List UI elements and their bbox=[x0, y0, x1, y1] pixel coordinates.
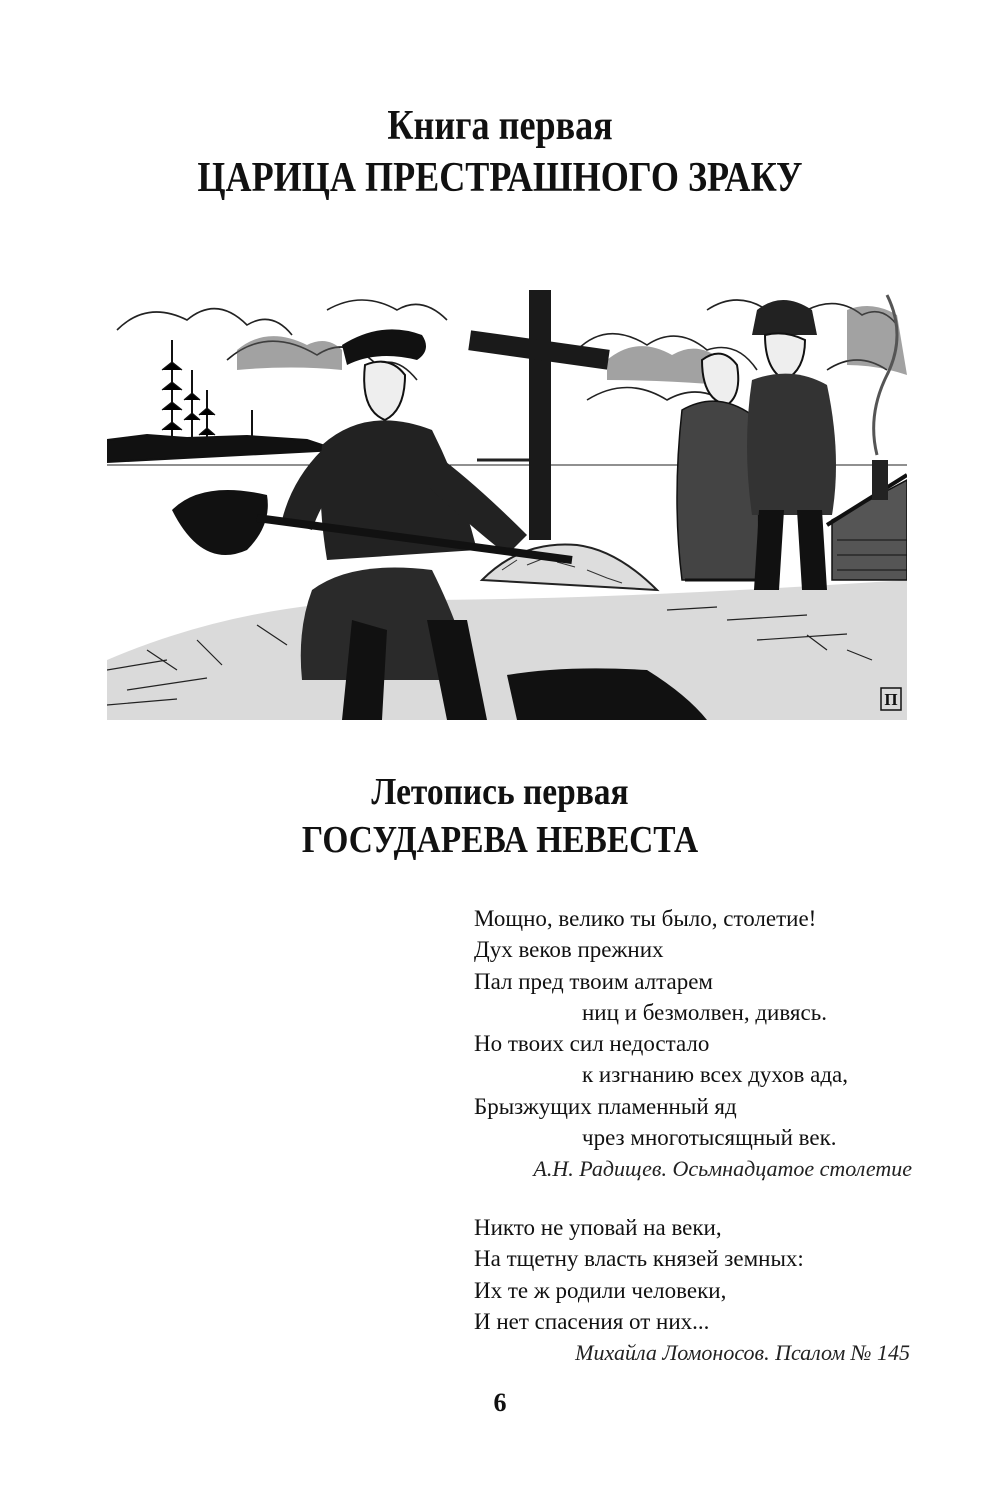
illustration-monogram: П bbox=[884, 690, 898, 709]
book-title bbox=[70, 100, 930, 204]
epigraph-attribution: Михайла Ломоносов. Псалом № 145 bbox=[575, 1340, 910, 1366]
poem-line: Дух веков прежних bbox=[474, 937, 664, 963]
epigraph-radishchev bbox=[474, 903, 944, 1185]
poem-line: Но твоих сил недостало bbox=[474, 1031, 710, 1057]
poem-line: ниц и безмолвен, дивясь. bbox=[582, 999, 827, 1025]
book-title-line-1: Книга первая bbox=[387, 103, 613, 149]
poem-line: Брызжущих пламенный яд bbox=[474, 1093, 737, 1119]
illustration bbox=[107, 290, 907, 720]
epigraph-lomonosov bbox=[474, 1212, 944, 1368]
poem-line: И нет спасения от них... bbox=[474, 1308, 710, 1334]
book-title-line-2: ЦАРИЦА ПРЕСТРАШНОГО ЗРАКУ bbox=[197, 155, 803, 201]
epigraph-attribution: А.Н. Радищев. Осьмнадцатое столетие bbox=[533, 1156, 912, 1182]
engraving-image bbox=[107, 290, 907, 720]
chronicle-title bbox=[60, 768, 940, 864]
poem-line: Никто не уповай на веки, bbox=[474, 1215, 722, 1240]
poem-line: к изгнанию всех духов ада, bbox=[582, 1062, 848, 1088]
poem-line: На тщетну власть князей земных: bbox=[474, 1246, 804, 1272]
poem-line: Пал пред твоим алтарем bbox=[474, 968, 713, 994]
poem-line: Их те ж родили человеки, bbox=[474, 1277, 727, 1303]
chronicle-title-line-2: ГОСУДАРЕВА НЕВЕСТА bbox=[301, 819, 699, 861]
page-number: 6 bbox=[493, 1388, 507, 1417]
poem-line: Мощно, велико ты было, столетие! bbox=[474, 906, 817, 931]
poem-line: чрез многотысящный век. bbox=[582, 1125, 837, 1151]
chronicle-title-line-1: Летопись первая bbox=[371, 771, 629, 813]
